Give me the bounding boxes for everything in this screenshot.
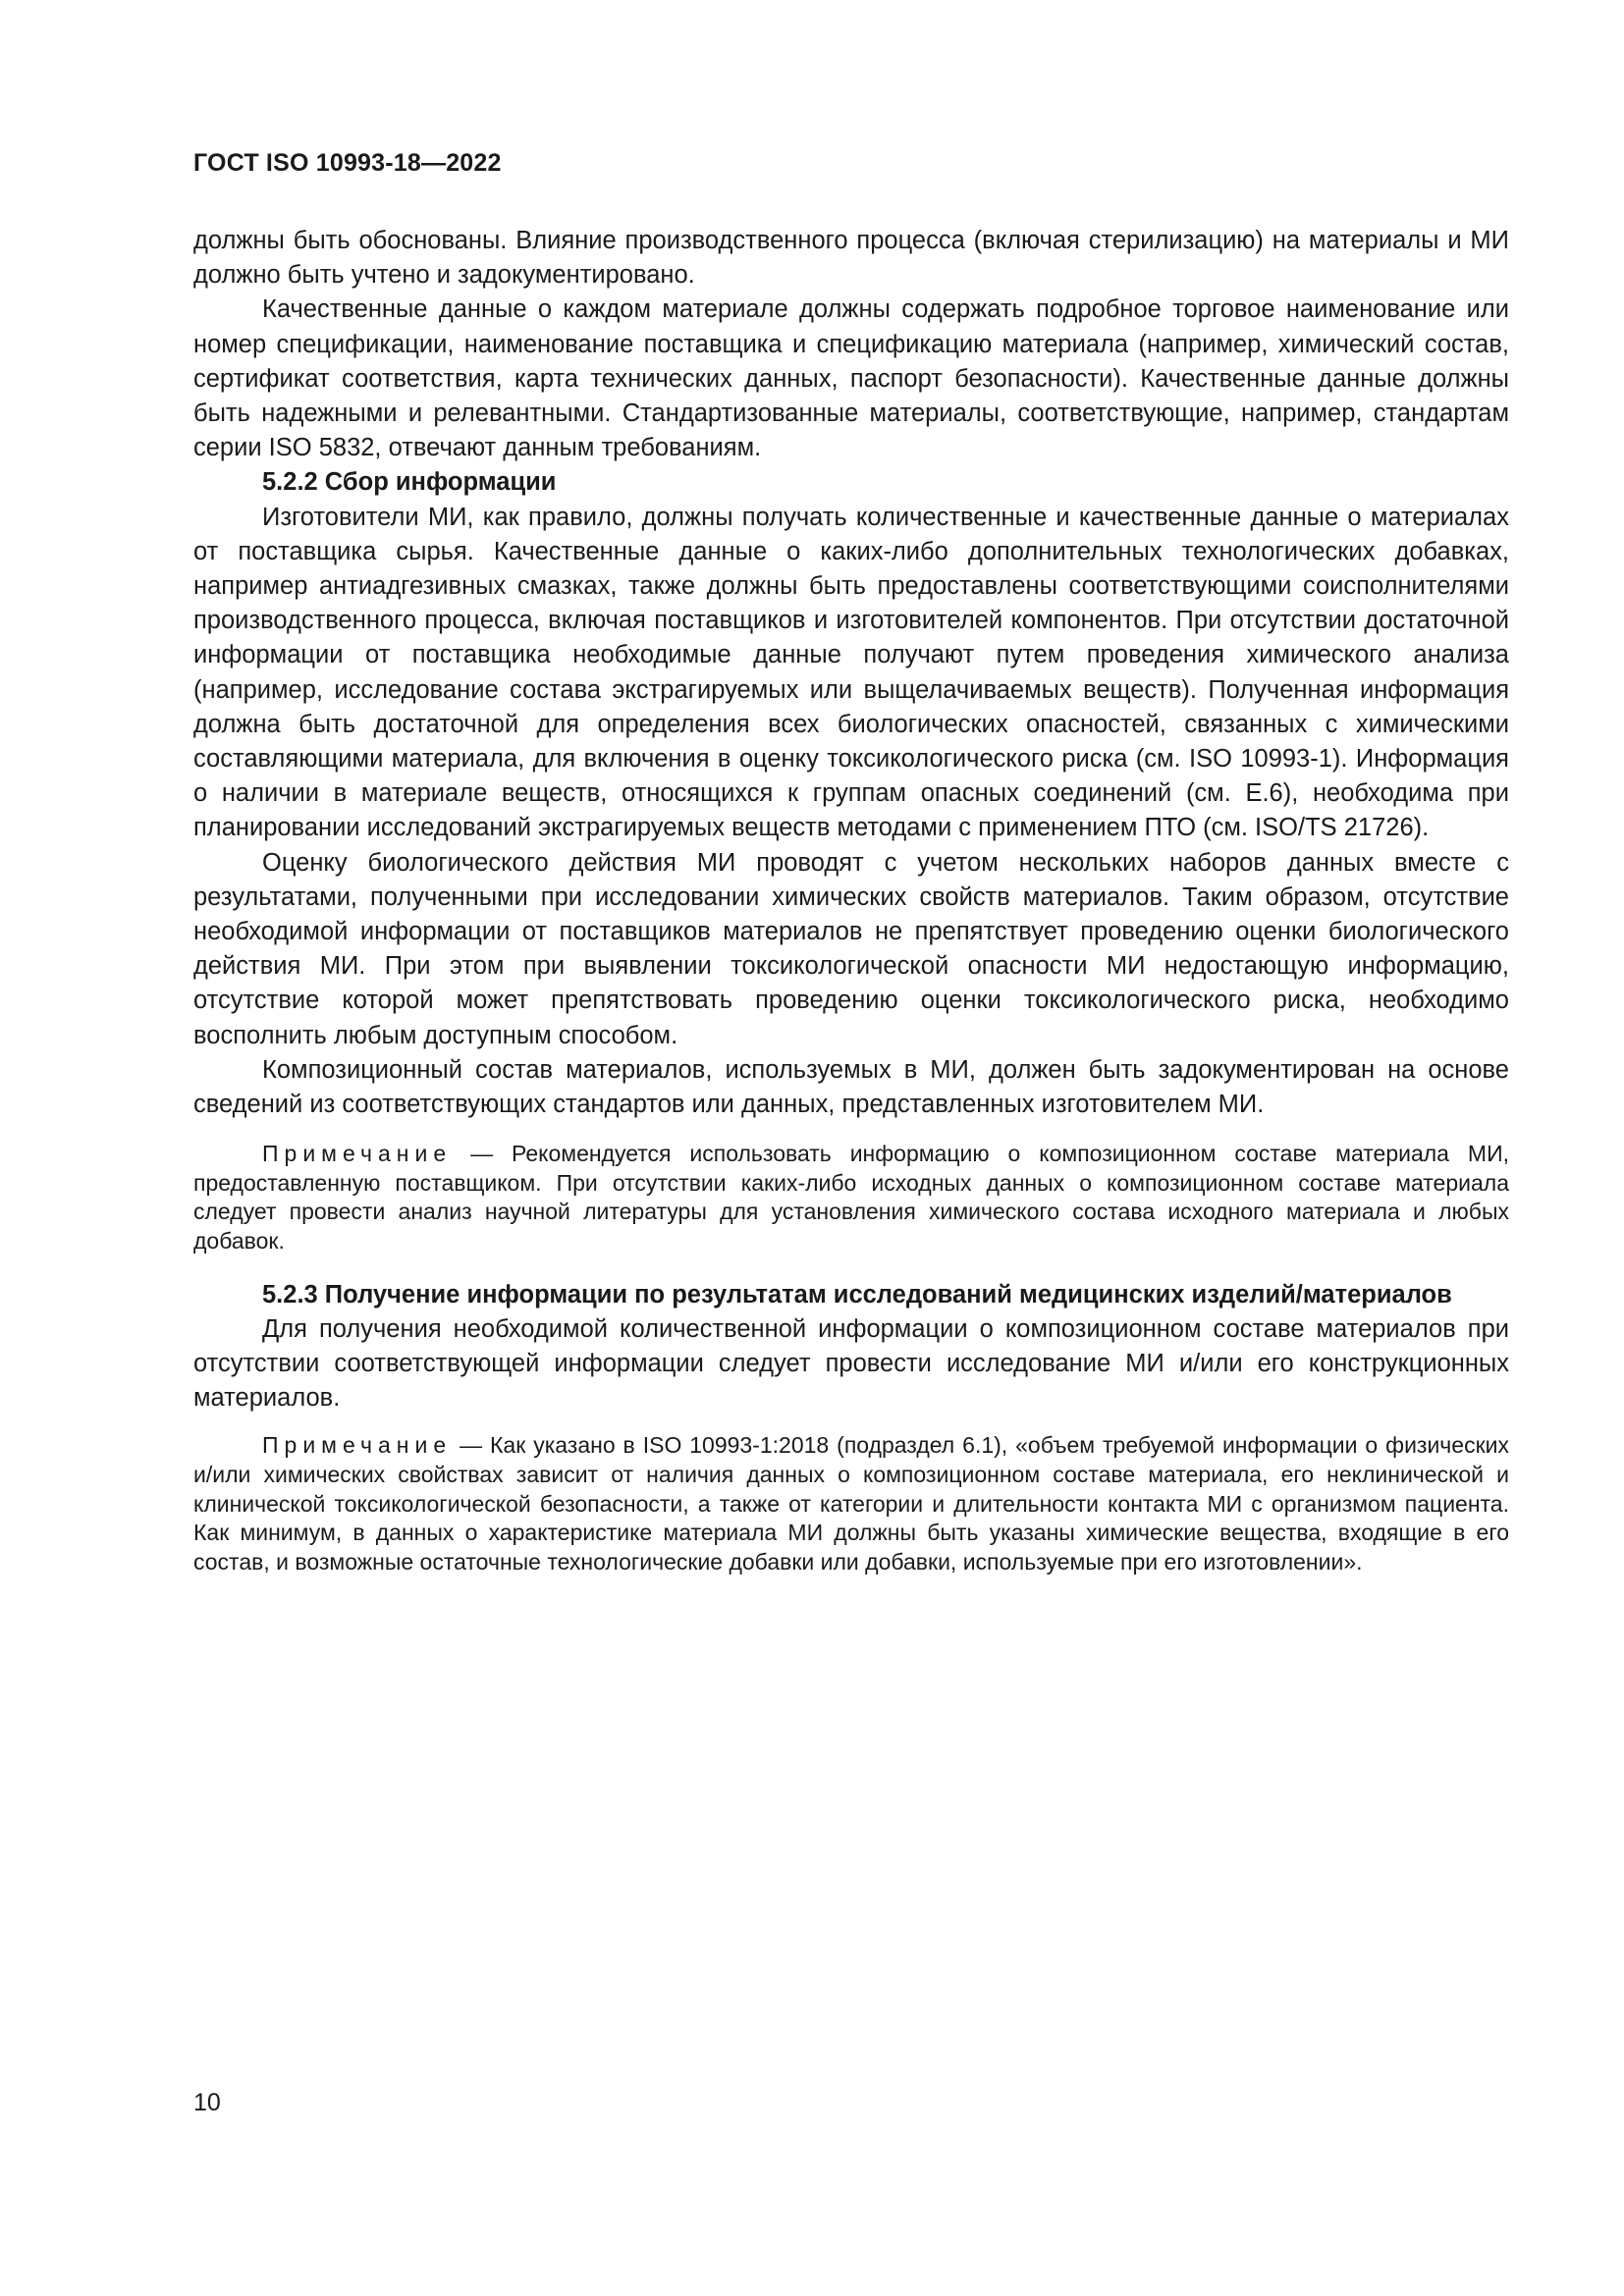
note-2-text: — Как указано в ISO 10993-1:2018 (подраздел 6.1), «объем требуемой информации о физических и/или химических свойствах зависит от наличия данных о композиционном составе материала, его неклинической и клинической токсикологической безопасности, а также от категории и длительности контакта МИ с организмом пациента. Как минимум, в данных о характеристике материала МИ должны быть указаны химические вещества, входящие в его состав, и возможные остаточные технологические добавки или добавки, используемые при его изготовлении». [193, 1432, 1509, 1575]
page-number: 10 [193, 2089, 221, 2116]
note-1 [193, 1140, 1509, 1255]
paragraph-biological-evaluation: Оценку биологического действия МИ проводят с учетом нескольких наборов данных вместе с результатами, полученными при исследовании химических свойств материалов. Таким образом, отсутствие необходимой информации от поставщиков материалов не препятствует проведению оценки биологического действия МИ. При этом при выявлении токсикологической опасности МИ недостающую информацию, отсутствие которой может препятствовать проведению оценки токсикологического риска, необходимо восполнить любым доступным способом. [193, 848, 1509, 1049]
document-header: ГОСТ ISO 10993-18—2022 [193, 149, 502, 177]
note-1-label: Примечание [262, 1141, 453, 1167]
paragraph-qualitative-data: Качественные данные о каждом материале должны содержать подробное торговое наименование или номер спецификации, наименование поставщика и спецификацию материала (например, химический состав, сертификат соответствия, карта технических данных, паспорт безопасности). Качественные данные должны быть надежными и релевантными. Стандартизованные материалы, соответствующие, например, стандартам серии ISO 5832, отвечают данным требованиям. [193, 295, 1509, 462]
paragraph-quantitative-info: Для получения необходимой количественной информации о композиционном составе материалов при отсутствии соответствующей информации следует провести исследование МИ и/или его конструкционных материалов. [193, 1314, 1509, 1413]
page-content [193, 224, 1509, 1576]
paragraph-composition: Композиционный состав материалов, используемых в МИ, должен быть задокументирован на основе сведений из соответствующих стандартов или данных, представленных изготовителем МИ. [193, 1055, 1509, 1119]
note-1-text: — Рекомендуется использовать информацию о композиционном составе материала МИ, предоставленную поставщиком. При отсутствии каких-либо исходных данных о композиционном составе материала следует провести анализ научной литературы для установления химического состава исходного материала и любых добавок. [193, 1141, 1509, 1255]
note-2-label: Примечание [262, 1432, 453, 1459]
note-2 [193, 1431, 1509, 1576]
paragraph-manufacturers: Изготовители МИ, как правило, должны получать количественные и качественные данные о материалах от поставщика сырья. Качественные данные о каких-либо дополнительных технологических добавках, например антиадгезивных смазках, также должны быть предоставлены соответствующими соисполнителями производственного процесса, включая поставщиков и изготовителей компонентов. При отсутствии достаточной информации от поставщика необходимые данные получают путем проведения химического анализа (например, исследование состава экстрагируемых или выщелачиваемых веществ). Полученная информация должна быть достаточной для определения всех биологических опасностей, связанных с химическими составляющими материала, для включения в оценку токсикологического риска (см. ISO 10993-1). Информация о наличии в материале веществ, относящихся к группам опасных соединений (см. Е.6), необходима при планировании исследований экстрагируемых веществ методами с применением ПТО (см. ISO/TS 21726). [193, 503, 1509, 842]
section-heading-5-2-2: 5.2.2 Сбор информации [262, 468, 557, 497]
section-heading-5-2-3: 5.2.3 Получение информации по результатам исследований медицинских изделий/материалов [262, 1280, 1452, 1308]
paragraph-continuation: должны быть обоснованы. Влияние производственного процесса (включая стерилизацию) на материалы и МИ должно быть учтено и задокументировано. [193, 227, 1509, 290]
